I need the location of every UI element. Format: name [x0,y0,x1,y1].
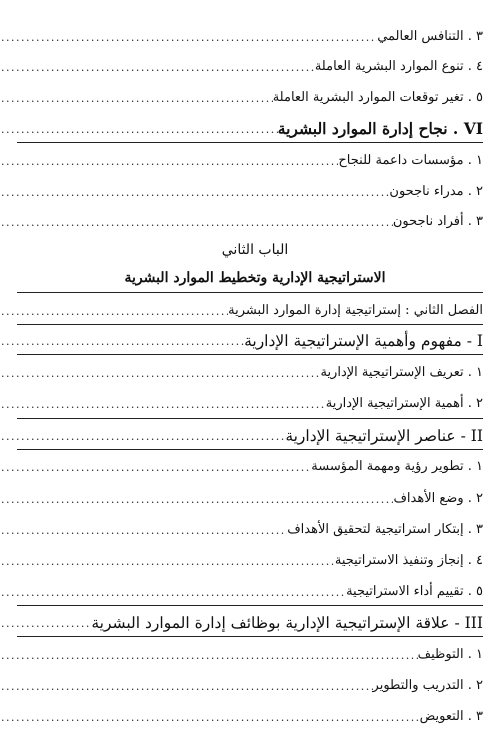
leader-dots [0,334,244,350]
leader-dots [0,154,338,170]
toc-entry-title: ٢ . وضع الأهداف [393,491,483,506]
toc-entry-title: ٢ . أهمية الإستراتيجية الإدارية [325,396,483,411]
toc-entry [0,640,483,664]
toc-entry [0,22,483,46]
toc-entry-title: III - علاقة الإستراتيجية الإدارية بوظائف إدارة الموارد البشرية [91,614,483,632]
toc-entry-title: VI . نجاح إدارة الموارد البشرية [277,119,483,138]
toc-entry [0,671,483,695]
divider [17,418,483,419]
toc-entry [0,177,483,201]
toc-entry-title: ٤ . إنجاز وتنفيذ الاستراتيجية [334,553,483,568]
part-heading: الباب الثاني [221,242,289,258]
leader-dots [0,429,285,445]
toc-entry-title: ٥ . تغير توقعات الموارد البشرية العاملة [272,90,483,105]
toc-entry-title: ٣ . التعويض [419,709,483,724]
toc-entry [0,52,483,76]
leader-dots [0,91,273,107]
toc-entry [0,702,483,726]
toc-chapter-entry [0,296,483,320]
leader-dots [0,30,377,46]
toc-entry-title: ١ . تطوير رؤية ومهمة المؤسسة [311,459,483,474]
leader-dots [0,616,91,632]
divider [17,449,483,450]
leader-dots [0,397,326,413]
toc-entry [0,83,483,107]
toc-entry [0,146,483,170]
toc-entry-title: ٢ . مدراء ناجحون [389,184,483,199]
toc-entry [0,484,483,508]
toc-entry [0,452,483,476]
leader-dots [0,60,315,76]
divider [17,292,483,293]
toc-entry [0,207,483,231]
toc-section-entry [0,421,483,445]
toc-section-entry [0,114,483,138]
toc-entry-title: ٥ . تقييم أداء الاستراتيجية [346,584,483,599]
toc-entry [0,515,483,539]
toc-entry-title: ١ . مؤسسات داعمة للنجاح [338,153,483,168]
leader-dots [0,366,320,382]
toc-entry-title: ٤ . تنوع الموارد البشرية العاملة [314,59,483,74]
divider [17,354,483,355]
divider [17,142,483,143]
toc-entry [0,546,483,570]
toc-entry-title: I - مفهوم وأهمية الإستراتيجية الإدارية [244,332,483,350]
leader-dots [0,215,393,231]
leader-dots [0,185,389,201]
leader-dots [0,460,311,476]
leader-dots [0,585,346,601]
toc-entry [0,577,483,601]
leader-dots [0,122,278,138]
leader-dots [0,648,418,664]
toc-entry [0,358,483,382]
toc-section-entry [0,608,483,632]
leader-dots [0,710,420,726]
leader-dots [0,554,335,570]
toc-entry [0,389,483,413]
toc-entry-title: ٣ . إبتكار استراتيجية لتحقيق الأهداف [287,522,483,537]
toc-entry-title: II - عناصر الإستراتيجية الإدارية [285,427,483,445]
toc-entry-title: ١ . التوظيف [417,647,483,662]
toc-section-entry [0,326,483,350]
toc-entry-title: ٣ . أفراد ناجحون [392,214,483,229]
leader-dots [0,523,287,539]
toc-entry-title: ٢ . التدريب والتطوير [372,678,483,693]
leader-dots [0,304,228,320]
toc-entry-title: الفصل الثاني : إستراتيجية إدارة الموارد البشرية [228,303,483,318]
divider [17,605,483,606]
part-title: الاستراتيجية الإدارية وتخطيط الموارد البشرية [124,270,386,286]
divider [17,324,483,325]
toc-entry-title: ١ . تعريف الإستراتيجية الإدارية [320,365,483,380]
toc-entry-title: ٣ . التنافس العالمي [377,29,483,44]
divider [17,636,483,637]
leader-dots [0,679,373,695]
leader-dots [0,492,393,508]
